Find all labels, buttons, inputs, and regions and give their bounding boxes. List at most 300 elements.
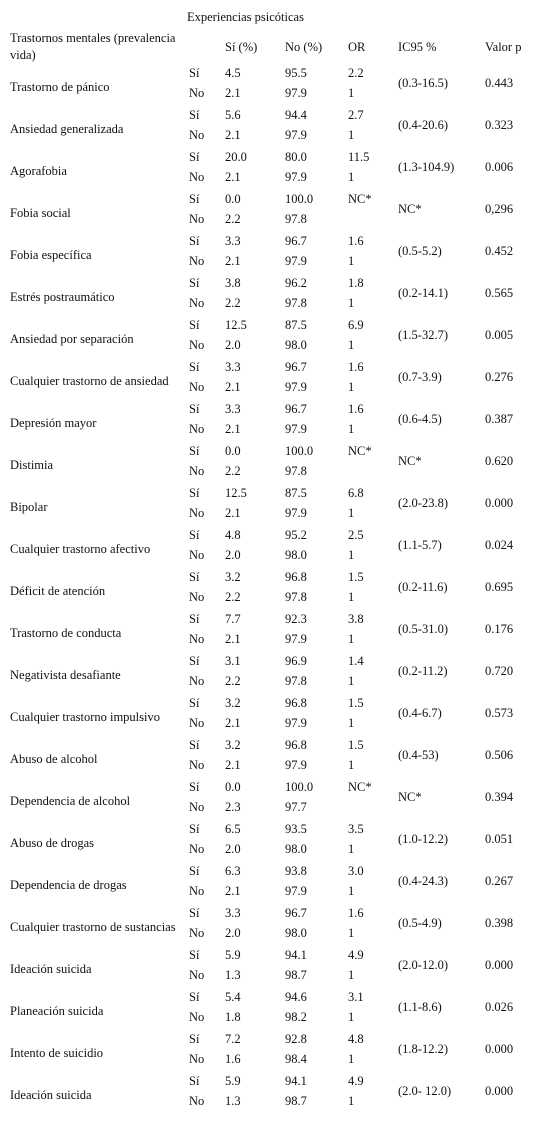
no-percent: 98.0 xyxy=(285,926,307,940)
si-percent: 3.3 xyxy=(225,906,241,920)
no-percent: 98.7 xyxy=(285,968,307,982)
no-percent: 97.9 xyxy=(285,254,307,268)
exposure-label: No xyxy=(189,632,205,646)
condition-label: Cualquier trastorno de sustancias xyxy=(10,919,176,934)
si-percent: 6.5 xyxy=(225,822,241,836)
odds-ratio: 1 xyxy=(348,296,355,310)
condition-label: Cualquier trastorno impulsivo xyxy=(10,709,160,724)
confidence-interval: (1.0-12.2) xyxy=(398,832,448,846)
table-row xyxy=(0,906,545,948)
si-percent: 3.1 xyxy=(225,654,241,668)
exposure-label: Sí xyxy=(189,360,200,374)
si-percent: 2.0 xyxy=(225,926,241,940)
confidence-interval: (1.1-8.6) xyxy=(398,1000,442,1014)
odds-ratio: 1 xyxy=(348,86,355,100)
condition-label: Déficit de atención xyxy=(10,583,106,598)
confidence-interval: (0.2-11.6) xyxy=(398,580,448,594)
si-percent: 1.6 xyxy=(225,1052,241,1066)
exposure-label: Sí xyxy=(189,1032,200,1046)
col-header-no: No (%) xyxy=(285,40,323,54)
condition-label: Estrés postraumático xyxy=(10,289,115,304)
exposure-label: No xyxy=(189,422,205,436)
col-header-ci: IC95 % xyxy=(398,40,437,54)
exposure-label: No xyxy=(189,800,205,814)
no-percent: 94.1 xyxy=(285,948,307,962)
exposure-label: No xyxy=(189,380,205,394)
odds-ratio: 1.5 xyxy=(348,738,364,752)
si-percent: 5.9 xyxy=(225,948,241,962)
no-percent: 97.7 xyxy=(285,800,307,814)
si-percent: 3.2 xyxy=(225,570,241,584)
condition-label: Ansiedad por separación xyxy=(10,331,134,346)
confidence-interval: (0.4-20.6) xyxy=(398,118,448,132)
condition-label: Abuso de drogas xyxy=(10,835,95,850)
odds-ratio: 2.2 xyxy=(348,66,364,80)
exposure-label: No xyxy=(189,842,205,856)
condition-label: Trastorno de conducta xyxy=(10,625,122,640)
condition-label: Dependencia de drogas xyxy=(10,877,127,892)
odds-ratio: 1 xyxy=(348,968,355,982)
odds-ratio: 1 xyxy=(348,926,355,940)
condition-label: Fobia específica xyxy=(10,247,92,262)
p-value: 0.620 xyxy=(485,454,514,468)
p-value: 0.565 xyxy=(485,286,514,300)
condition-label: Ideación suicida xyxy=(10,961,92,976)
si-percent: 1.8 xyxy=(225,1010,241,1024)
exposure-label: No xyxy=(189,296,205,310)
confidence-interval: (0.5-5.2) xyxy=(398,244,442,258)
condition-label: Fobia social xyxy=(10,205,71,220)
no-percent: 94.4 xyxy=(285,108,307,122)
si-percent: 2.1 xyxy=(225,506,241,520)
exposure-label: Sí xyxy=(189,108,200,122)
condition-label: Dependencia de alcohol xyxy=(10,793,131,808)
si-percent: 2.2 xyxy=(225,590,241,604)
exposure-label: Sí xyxy=(189,654,200,668)
no-percent: 96.7 xyxy=(285,234,307,248)
exposure-label: Sí xyxy=(189,150,200,164)
si-percent: 2.2 xyxy=(225,296,241,310)
condition-label: Trastorno de pánico xyxy=(10,79,110,94)
si-percent: 4.8 xyxy=(225,528,241,542)
p-value: 0.024 xyxy=(485,538,514,552)
no-percent: 96.9 xyxy=(285,654,307,668)
p-value: 0.000 xyxy=(485,958,514,972)
confidence-interval: (0.3-16.5) xyxy=(398,76,448,90)
odds-ratio: 1 xyxy=(348,758,355,772)
exposure-label: Sí xyxy=(189,486,200,500)
exposure-label: No xyxy=(189,1094,205,1108)
p-value: 0.176 xyxy=(485,622,514,636)
si-percent: 1.3 xyxy=(225,1094,241,1108)
confidence-interval: (1.3-104.9) xyxy=(398,160,455,174)
condition-label: Bipolar xyxy=(10,499,48,514)
condition-label: Depresión mayor xyxy=(10,415,97,430)
si-percent: 2.1 xyxy=(225,632,241,646)
no-percent: 96.7 xyxy=(285,360,307,374)
p-value: 0.276 xyxy=(485,370,514,384)
si-percent: 2.0 xyxy=(225,842,241,856)
table-row xyxy=(0,948,545,990)
confidence-interval: (0.2-14.1) xyxy=(398,286,448,300)
col-header-si: Sí (%) xyxy=(225,40,258,54)
no-percent: 100.0 xyxy=(285,444,314,458)
odds-ratio: 2.7 xyxy=(348,108,364,122)
p-value: 0.323 xyxy=(485,118,514,132)
exposure-label: No xyxy=(189,674,205,688)
odds-ratio: 3.1 xyxy=(348,990,364,1004)
confidence-interval: (0.4-24.3) xyxy=(398,874,448,888)
table-row xyxy=(0,822,545,864)
condition-label: Planeación suicida xyxy=(10,1003,104,1018)
condition-label: Abuso de alcohol xyxy=(10,751,98,766)
table-row xyxy=(0,66,545,108)
exposure-label: Sí xyxy=(189,192,200,206)
p-value: 0.443 xyxy=(485,76,514,90)
exposure-label: No xyxy=(189,254,205,268)
confidence-interval: (0.6-4.5) xyxy=(398,412,442,426)
si-percent: 7.2 xyxy=(225,1032,241,1046)
p-value: 0.267 xyxy=(485,874,514,888)
p-value: 0.695 xyxy=(485,580,514,594)
no-percent: 97.9 xyxy=(285,716,307,730)
no-percent: 97.9 xyxy=(285,422,307,436)
exposure-label: Sí xyxy=(189,276,200,290)
no-percent: 97.8 xyxy=(285,296,307,310)
condition-label: Negativista desafiante xyxy=(10,667,121,682)
exposure-label: Sí xyxy=(189,234,200,248)
confidence-interval: NC* xyxy=(398,202,422,216)
si-percent: 3.3 xyxy=(225,234,241,248)
no-percent: 96.7 xyxy=(285,906,307,920)
confidence-interval: (0.4-6.7) xyxy=(398,706,442,720)
confidence-interval: (0.2-11.2) xyxy=(398,664,448,678)
exposure-label: No xyxy=(189,170,205,184)
exposure-label: No xyxy=(189,884,205,898)
exposure-label: Sí xyxy=(189,822,200,836)
no-percent: 97.8 xyxy=(285,464,307,478)
p-value: 0.573 xyxy=(485,706,514,720)
odds-ratio: 4.9 xyxy=(348,1074,364,1088)
table-row xyxy=(0,318,545,360)
p-value: 0.720 xyxy=(485,664,514,678)
no-percent: 96.8 xyxy=(285,696,307,710)
no-percent: 80.0 xyxy=(285,150,307,164)
si-percent: 12.5 xyxy=(225,318,247,332)
table-row xyxy=(0,780,545,822)
odds-ratio: 1 xyxy=(348,884,355,898)
si-percent: 5.9 xyxy=(225,1074,241,1088)
odds-ratio: 1 xyxy=(348,590,355,604)
exposure-label: No xyxy=(189,716,205,730)
no-percent: 97.9 xyxy=(285,380,307,394)
si-percent: 2.1 xyxy=(225,380,241,394)
odds-ratio: 1.5 xyxy=(348,696,364,710)
odds-ratio: NC* xyxy=(348,192,372,206)
odds-ratio: 1 xyxy=(348,1010,355,1024)
exposure-label: No xyxy=(189,86,205,100)
exposure-label: Sí xyxy=(189,66,200,80)
odds-ratio: 1 xyxy=(348,422,355,436)
si-percent: 2.1 xyxy=(225,422,241,436)
exposure-label: No xyxy=(189,1052,205,1066)
exposure-label: No xyxy=(189,926,205,940)
no-percent: 97.9 xyxy=(285,86,307,100)
no-percent: 100.0 xyxy=(285,192,314,206)
odds-ratio: 3.0 xyxy=(348,864,364,878)
table-row xyxy=(0,150,545,192)
no-percent: 97.9 xyxy=(285,632,307,646)
exposure-label: No xyxy=(189,1010,205,1024)
table-row xyxy=(0,570,545,612)
no-percent: 87.5 xyxy=(285,318,307,332)
odds-ratio: 1.5 xyxy=(348,570,364,584)
row-label-header: Trastornos mentales (prevalencia vida) xyxy=(10,31,176,62)
odds-ratio: 6.8 xyxy=(348,486,364,500)
exposure-label: No xyxy=(189,590,205,604)
odds-ratio: 1 xyxy=(348,254,355,268)
odds-ratio: 4.9 xyxy=(348,948,364,962)
confidence-interval: (2.0-23.8) xyxy=(398,496,448,510)
no-percent: 97.9 xyxy=(285,506,307,520)
odds-ratio: 1 xyxy=(348,548,355,562)
odds-ratio: 1 xyxy=(348,1094,355,1108)
confidence-interval: NC* xyxy=(398,790,422,804)
si-percent: 3.3 xyxy=(225,402,241,416)
odds-ratio: 1 xyxy=(348,380,355,394)
odds-ratio: NC* xyxy=(348,780,372,794)
si-percent: 2.1 xyxy=(225,758,241,772)
odds-ratio: 1.8 xyxy=(348,276,364,290)
condition-label: Cualquier trastorno de ansiedad xyxy=(10,373,169,388)
exposure-label: Sí xyxy=(189,444,200,458)
no-percent: 93.5 xyxy=(285,822,307,836)
confidence-interval: (0.7-3.9) xyxy=(398,370,442,384)
condition-label: Distimia xyxy=(10,457,54,472)
exposure-label: Sí xyxy=(189,990,200,1004)
si-percent: 0.0 xyxy=(225,780,241,794)
odds-ratio: 1 xyxy=(348,170,355,184)
exposure-label: Sí xyxy=(189,738,200,752)
p-value: 0.387 xyxy=(485,412,514,426)
si-percent: 0.0 xyxy=(225,444,241,458)
odds-ratio: 1.6 xyxy=(348,234,364,248)
si-percent: 6.3 xyxy=(225,864,241,878)
si-percent: 3.2 xyxy=(225,738,241,752)
table-row xyxy=(0,276,545,318)
odds-ratio: 1 xyxy=(348,632,355,646)
no-percent: 98.0 xyxy=(285,548,307,562)
si-percent: 0.0 xyxy=(225,192,241,206)
no-percent: 95.2 xyxy=(285,528,307,542)
p-value: 0.506 xyxy=(485,748,514,762)
si-percent: 2.2 xyxy=(225,674,241,688)
table-row xyxy=(0,1032,545,1074)
no-percent: 97.8 xyxy=(285,212,307,226)
si-percent: 7.7 xyxy=(225,612,241,626)
si-percent: 3.8 xyxy=(225,276,241,290)
no-percent: 96.2 xyxy=(285,276,307,290)
confidence-interval: (1.1-5.7) xyxy=(398,538,442,552)
confidence-interval: (2.0- 12.0) xyxy=(398,1084,452,1098)
no-percent: 93.8 xyxy=(285,864,307,878)
table-row xyxy=(0,990,545,1032)
si-percent: 5.6 xyxy=(225,108,241,122)
si-percent: 2.1 xyxy=(225,86,241,100)
exposure-label: Sí xyxy=(189,612,200,626)
exposure-label: Sí xyxy=(189,948,200,962)
odds-ratio: 2.5 xyxy=(348,528,364,542)
no-percent: 96.8 xyxy=(285,570,307,584)
no-percent: 96.8 xyxy=(285,738,307,752)
p-value: 0.398 xyxy=(485,916,514,930)
p-value: 0,296 xyxy=(485,202,514,216)
table-row xyxy=(0,696,545,738)
odds-ratio: 11.5 xyxy=(348,150,370,164)
p-value: 0.000 xyxy=(485,496,514,510)
exposure-label: Sí xyxy=(189,864,200,878)
si-percent: 2.2 xyxy=(225,464,241,478)
confidence-interval: NC* xyxy=(398,454,422,468)
si-percent: 2.1 xyxy=(225,128,241,142)
condition-label: Ideación suicida xyxy=(10,1087,92,1102)
exposure-label: Sí xyxy=(189,318,200,332)
confidence-interval: (0.4-53) xyxy=(398,748,439,762)
odds-ratio: 1 xyxy=(348,674,355,688)
si-percent: 2.1 xyxy=(225,254,241,268)
col-header-p: Valor p xyxy=(485,40,522,54)
table-super-header: Experiencias psicóticas xyxy=(187,10,304,24)
exposure-label: No xyxy=(189,128,205,142)
p-value: 0.026 xyxy=(485,1000,514,1014)
p-value: 0.005 xyxy=(485,328,514,342)
table-row xyxy=(0,108,545,150)
odds-ratio: 1.6 xyxy=(348,906,364,920)
table-row xyxy=(0,864,545,906)
table-row xyxy=(0,528,545,570)
condition-label: Cualquier trastorno afectivo xyxy=(10,541,151,556)
si-percent: 2.2 xyxy=(225,212,241,226)
no-percent: 98.0 xyxy=(285,842,307,856)
odds-ratio: 1.4 xyxy=(348,654,364,668)
confidence-interval: (1.5-32.7) xyxy=(398,328,448,342)
exposure-label: Sí xyxy=(189,906,200,920)
condition-label: Ansiedad generalizada xyxy=(10,121,124,136)
exposure-label: No xyxy=(189,212,205,226)
exposure-label: No xyxy=(189,758,205,772)
si-percent: 2.0 xyxy=(225,338,241,352)
no-percent: 98.0 xyxy=(285,338,307,352)
table-row xyxy=(0,192,545,234)
si-percent: 2.1 xyxy=(225,884,241,898)
no-percent: 97.9 xyxy=(285,884,307,898)
table-row xyxy=(0,444,545,486)
odds-ratio: 4.8 xyxy=(348,1032,364,1046)
no-percent: 87.5 xyxy=(285,486,307,500)
exposure-label: No xyxy=(189,464,205,478)
exposure-label: Sí xyxy=(189,780,200,794)
exposure-label: No xyxy=(189,506,205,520)
p-value: 0.006 xyxy=(485,160,514,174)
si-percent: 12.5 xyxy=(225,486,247,500)
odds-ratio: 1 xyxy=(348,716,355,730)
odds-ratio: 6.9 xyxy=(348,318,364,332)
si-percent: 2.1 xyxy=(225,170,241,184)
si-percent: 1.3 xyxy=(225,968,241,982)
p-value: 0.452 xyxy=(485,244,514,258)
si-percent: 5.4 xyxy=(225,990,241,1004)
col-header-or: OR xyxy=(348,40,366,54)
odds-ratio: 1 xyxy=(348,338,355,352)
exposure-label: No xyxy=(189,548,205,562)
confidence-interval: (0.5-4.9) xyxy=(398,916,442,930)
no-percent: 97.9 xyxy=(285,758,307,772)
confidence-interval: (1.8-12.2) xyxy=(398,1042,448,1056)
condition-label: Intento de suicidio xyxy=(10,1045,104,1060)
no-percent: 97.8 xyxy=(285,674,307,688)
table-row xyxy=(0,402,545,444)
si-percent: 2.1 xyxy=(225,716,241,730)
odds-ratio: 1 xyxy=(348,842,355,856)
si-percent: 2.3 xyxy=(225,800,241,814)
no-percent: 98.4 xyxy=(285,1052,307,1066)
table-row xyxy=(0,1074,545,1116)
odds-ratio: 1 xyxy=(348,506,355,520)
exposure-label: Sí xyxy=(189,1074,200,1088)
exposure-label: Sí xyxy=(189,528,200,542)
no-percent: 98.7 xyxy=(285,1094,307,1108)
odds-ratio: 3.8 xyxy=(348,612,364,626)
p-value: 0.394 xyxy=(485,790,514,804)
table-row xyxy=(0,486,545,528)
odds-ratio: 1.6 xyxy=(348,360,364,374)
table-row xyxy=(0,234,545,276)
table-row xyxy=(0,360,545,402)
exposure-label: Sí xyxy=(189,402,200,416)
si-percent: 2.0 xyxy=(225,548,241,562)
p-value: 0.000 xyxy=(485,1084,514,1098)
no-percent: 94.6 xyxy=(285,990,307,1004)
odds-ratio: 1 xyxy=(348,1052,355,1066)
odds-ratio: 3.5 xyxy=(348,822,364,836)
si-percent: 4.5 xyxy=(225,66,241,80)
si-percent: 3.2 xyxy=(225,696,241,710)
no-percent: 97.9 xyxy=(285,128,307,142)
table-row xyxy=(0,654,545,696)
no-percent: 97.9 xyxy=(285,170,307,184)
odds-ratio: 1 xyxy=(348,128,355,142)
exposure-label: No xyxy=(189,338,205,352)
si-percent: 20.0 xyxy=(225,150,247,164)
no-percent: 92.8 xyxy=(285,1032,307,1046)
confidence-interval: (2.0-12.0) xyxy=(398,958,448,972)
p-value: 0.000 xyxy=(485,1042,514,1056)
no-percent: 95.5 xyxy=(285,66,307,80)
no-percent: 94.1 xyxy=(285,1074,307,1088)
si-percent: 3.3 xyxy=(225,360,241,374)
no-percent: 97.8 xyxy=(285,590,307,604)
condition-label: Agorafobia xyxy=(10,163,67,178)
exposure-label: Sí xyxy=(189,570,200,584)
table-row xyxy=(0,738,545,780)
odds-ratio: 1.6 xyxy=(348,402,364,416)
no-percent: 98.2 xyxy=(285,1010,307,1024)
exposure-label: No xyxy=(189,968,205,982)
no-percent: 96.7 xyxy=(285,402,307,416)
exposure-label: Sí xyxy=(189,696,200,710)
confidence-interval: (0.5-31.0) xyxy=(398,622,448,636)
no-percent: 100.0 xyxy=(285,780,314,794)
